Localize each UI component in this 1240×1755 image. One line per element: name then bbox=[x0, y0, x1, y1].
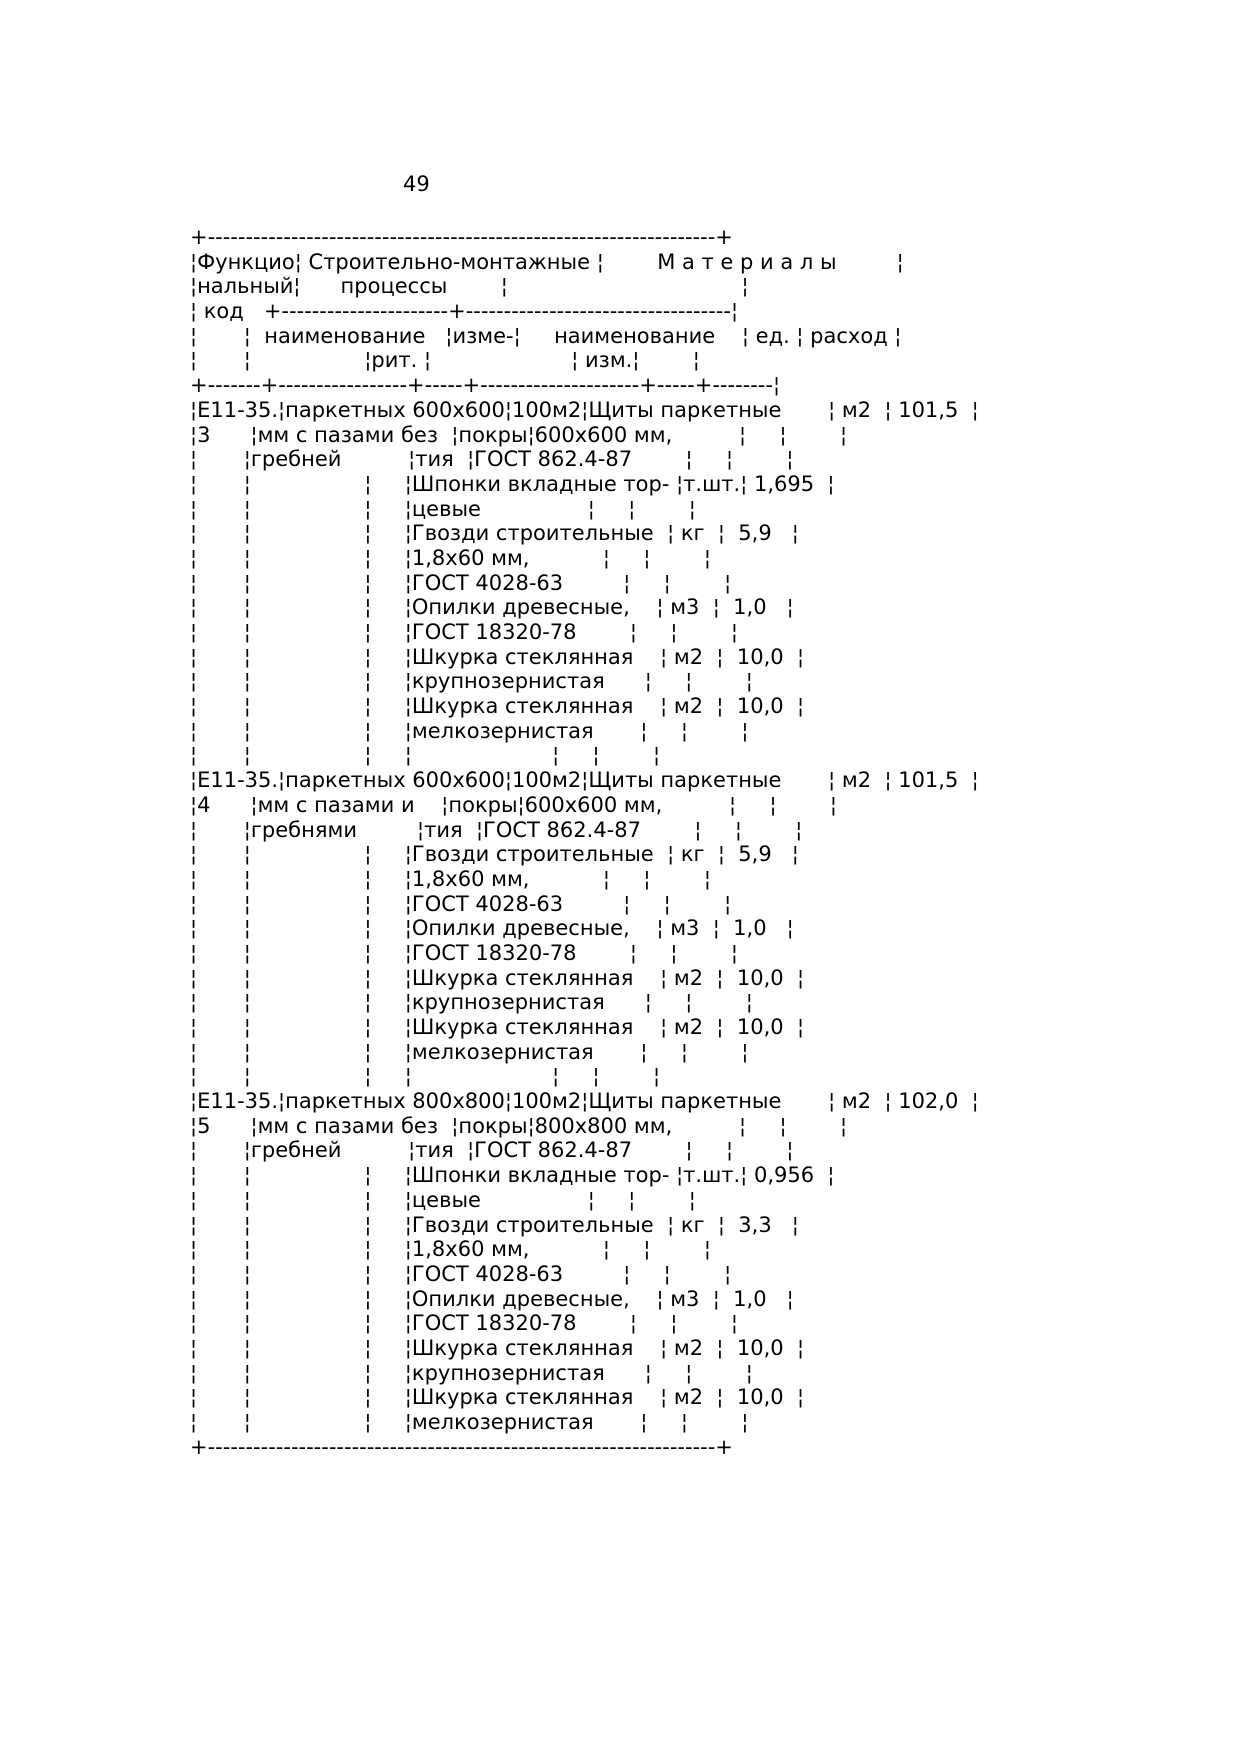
table-line: ¦ ¦ ¦ ¦ГОСТ 18320-78 ¦ ¦ ¦ bbox=[190, 940, 738, 965]
table-line: ¦ код +----------------------+-----------------------------------¦ bbox=[190, 299, 739, 324]
table-line: ¦Функцио¦ Строительно-монтажные ¦ М а т е р и а л ы ¦ bbox=[190, 249, 904, 274]
table-line: ¦ ¦ ¦ ¦ГОСТ 18320-78 ¦ ¦ ¦ bbox=[190, 1311, 738, 1336]
table-line: ¦5 ¦мм с пазами без ¦покры¦800х800 мм, ¦ ¦ ¦ bbox=[190, 1113, 848, 1138]
table-line: ¦ ¦гребней ¦тия ¦ГОСТ 862.4-87 ¦ ¦ ¦ bbox=[190, 1138, 794, 1163]
table-line: ¦ ¦ ¦ ¦ ¦ ¦ ¦ bbox=[190, 743, 661, 768]
table-line: ¦ ¦ ¦ ¦Гвозди строительные ¦ кг ¦ 3,3 ¦ bbox=[190, 1212, 799, 1237]
table-line: ¦Е11-35.¦паркетных 800х800¦100м2¦Щиты паркетные ¦ м2 ¦ 102,0 ¦ bbox=[190, 1089, 979, 1114]
table-line: ¦ ¦ ¦ ¦мелкозернистая ¦ ¦ ¦ bbox=[190, 1410, 749, 1434]
table-line: ¦ ¦ ¦ ¦Гвозди строительные ¦ кг ¦ 5,9 ¦ bbox=[190, 521, 799, 546]
table-line: ¦ ¦гребнями ¦тия ¦ГОСТ 862.4-87 ¦ ¦ ¦ bbox=[190, 817, 803, 842]
table-line: ¦ ¦ ¦ ¦цевые ¦ ¦ ¦ bbox=[190, 496, 696, 521]
table-line: ¦ ¦ ¦ ¦крупнозернистая ¦ ¦ ¦ bbox=[190, 669, 753, 694]
table-line: ¦ ¦ ¦ ¦Шпонки вкладные тор- ¦т.шт.¦ 1,695 ¦ bbox=[190, 471, 835, 496]
table-line: +-------------------------------------------------------------------+ bbox=[190, 1434, 733, 1459]
table-line: ¦ ¦ ¦ ¦Шпонки вкладные тор- ¦т.шт.¦ 0,956 ¦ bbox=[190, 1163, 835, 1188]
table-line: ¦ ¦ ¦ ¦Гвозди строительные ¦ кг ¦ 5,9 ¦ bbox=[190, 842, 799, 867]
table-line: ¦ ¦ ¦ ¦Шкурка стеклянная ¦ м2 ¦ 10,0 ¦ bbox=[190, 965, 805, 990]
table-line: ¦нальный¦ процессы ¦ ¦ bbox=[190, 274, 749, 299]
table-line: ¦ ¦ ¦ ¦мелкозернистая ¦ ¦ ¦ bbox=[190, 1039, 749, 1064]
table-line: ¦ ¦ ¦ ¦ ¦ ¦ ¦ bbox=[190, 1064, 661, 1089]
table-line: ¦ ¦ ¦ ¦Опилки древесные, ¦ м3 ¦ 1,0 ¦ bbox=[190, 595, 794, 620]
table-line: ¦ ¦ ¦рит. ¦ ¦ изм.¦ ¦ bbox=[190, 348, 700, 373]
table-line: ¦ ¦ наименование ¦изме-¦ наименование ¦ ед. ¦ расход ¦ bbox=[190, 323, 902, 348]
table-line: ¦ ¦ ¦ ¦крупнозернистая ¦ ¦ ¦ bbox=[190, 1360, 753, 1385]
table-line: +-------------------------------------------------------------------+ bbox=[190, 225, 733, 249]
table-line: ¦3 ¦мм с пазами без ¦покры¦600х600 мм, ¦ ¦ ¦ bbox=[190, 422, 848, 447]
table-line: ¦ ¦ ¦ ¦Шкурка стеклянная ¦ м2 ¦ 10,0 ¦ bbox=[190, 644, 805, 669]
table-line: ¦ ¦ ¦ ¦Шкурка стеклянная ¦ м2 ¦ 10,0 ¦ bbox=[190, 1015, 805, 1039]
table-line: ¦ ¦ ¦ ¦1,8х60 мм, ¦ ¦ ¦ bbox=[190, 866, 711, 891]
table-line: ¦ ¦ ¦ ¦Шкурка стеклянная ¦ м2 ¦ 10,0 ¦ bbox=[190, 1335, 805, 1360]
table-line: ¦ ¦ ¦ ¦Шкурка стеклянная ¦ м2 ¦ 10,0 ¦ bbox=[190, 1385, 805, 1410]
table-line: ¦ ¦ ¦ ¦ГОСТ 4028-63 ¦ ¦ ¦ bbox=[190, 1261, 732, 1286]
table-line: ¦ ¦ ¦ ¦крупнозернистая ¦ ¦ ¦ bbox=[190, 990, 753, 1015]
table-line: ¦ ¦ ¦ ¦ГОСТ 4028-63 ¦ ¦ ¦ bbox=[190, 891, 732, 916]
table-line: ¦ ¦ ¦ ¦ГОСТ 4028-63 ¦ ¦ ¦ bbox=[190, 570, 732, 595]
table-line: ¦ ¦ ¦ ¦Опилки древесные, ¦ м3 ¦ 1,0 ¦ bbox=[190, 916, 794, 941]
table-line: ¦ ¦ ¦ ¦цевые ¦ ¦ ¦ bbox=[190, 1187, 696, 1212]
table-line: ¦ ¦ ¦ ¦мелкозернистая ¦ ¦ ¦ bbox=[190, 718, 749, 743]
table-line: ¦Е11-35.¦паркетных 600х600¦100м2¦Щиты паркетные ¦ м2 ¦ 101,5 ¦ bbox=[190, 397, 979, 422]
table-line: ¦ ¦ ¦ ¦Шкурка стеклянная ¦ м2 ¦ 10,0 ¦ bbox=[190, 694, 805, 719]
table-line: ¦Е11-35.¦паркетных 600х600¦100м2¦Щиты паркетные ¦ м2 ¦ 101,5 ¦ bbox=[190, 768, 979, 793]
table-line: ¦ ¦ ¦ ¦ГОСТ 18320-78 ¦ ¦ ¦ bbox=[190, 620, 738, 644]
materials-table-text bbox=[190, 225, 979, 1459]
table-line: +-------+-----------------+-----+---------------------+-----+--------¦ bbox=[190, 373, 781, 398]
page-number: 49 bbox=[403, 172, 430, 196]
table-line: ¦ ¦гребней ¦тия ¦ГОСТ 862.4-87 ¦ ¦ ¦ bbox=[190, 447, 794, 472]
table-line: ¦ ¦ ¦ ¦1,8х60 мм, ¦ ¦ ¦ bbox=[190, 1237, 711, 1262]
table-line: ¦4 ¦мм с пазами и ¦покры¦600х600 мм, ¦ ¦ ¦ bbox=[190, 792, 838, 817]
table-line: ¦ ¦ ¦ ¦Опилки древесные, ¦ м3 ¦ 1,0 ¦ bbox=[190, 1286, 794, 1311]
table-line: ¦ ¦ ¦ ¦1,8х60 мм, ¦ ¦ ¦ bbox=[190, 545, 711, 570]
